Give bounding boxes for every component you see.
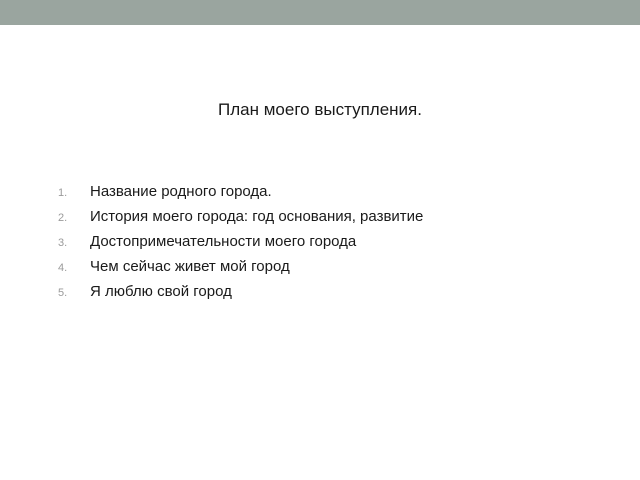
list-item xyxy=(58,283,423,308)
list-item xyxy=(58,258,423,283)
list-item-text: Чем сейчас живет мой город xyxy=(90,258,290,275)
list-item xyxy=(58,208,423,233)
list-item-number: 2. xyxy=(58,212,68,224)
list-item xyxy=(58,183,423,208)
top-band xyxy=(0,0,640,25)
list-item-number: 5. xyxy=(58,287,68,299)
list-item-number: 3. xyxy=(58,237,68,249)
list-item-text: Название родного города. xyxy=(90,183,272,200)
list-item-text: Я люблю свой город xyxy=(90,283,232,300)
list-item-text: История моего города: год основания, развитие xyxy=(90,208,424,225)
list-item-number: 1. xyxy=(58,187,68,199)
list-item-number: 4. xyxy=(58,262,68,274)
slide-title: План моего выступления. xyxy=(218,100,422,119)
list-item-text: Достопримечательности моего города xyxy=(90,233,357,250)
list-item xyxy=(58,233,423,258)
plan-list xyxy=(58,183,423,308)
